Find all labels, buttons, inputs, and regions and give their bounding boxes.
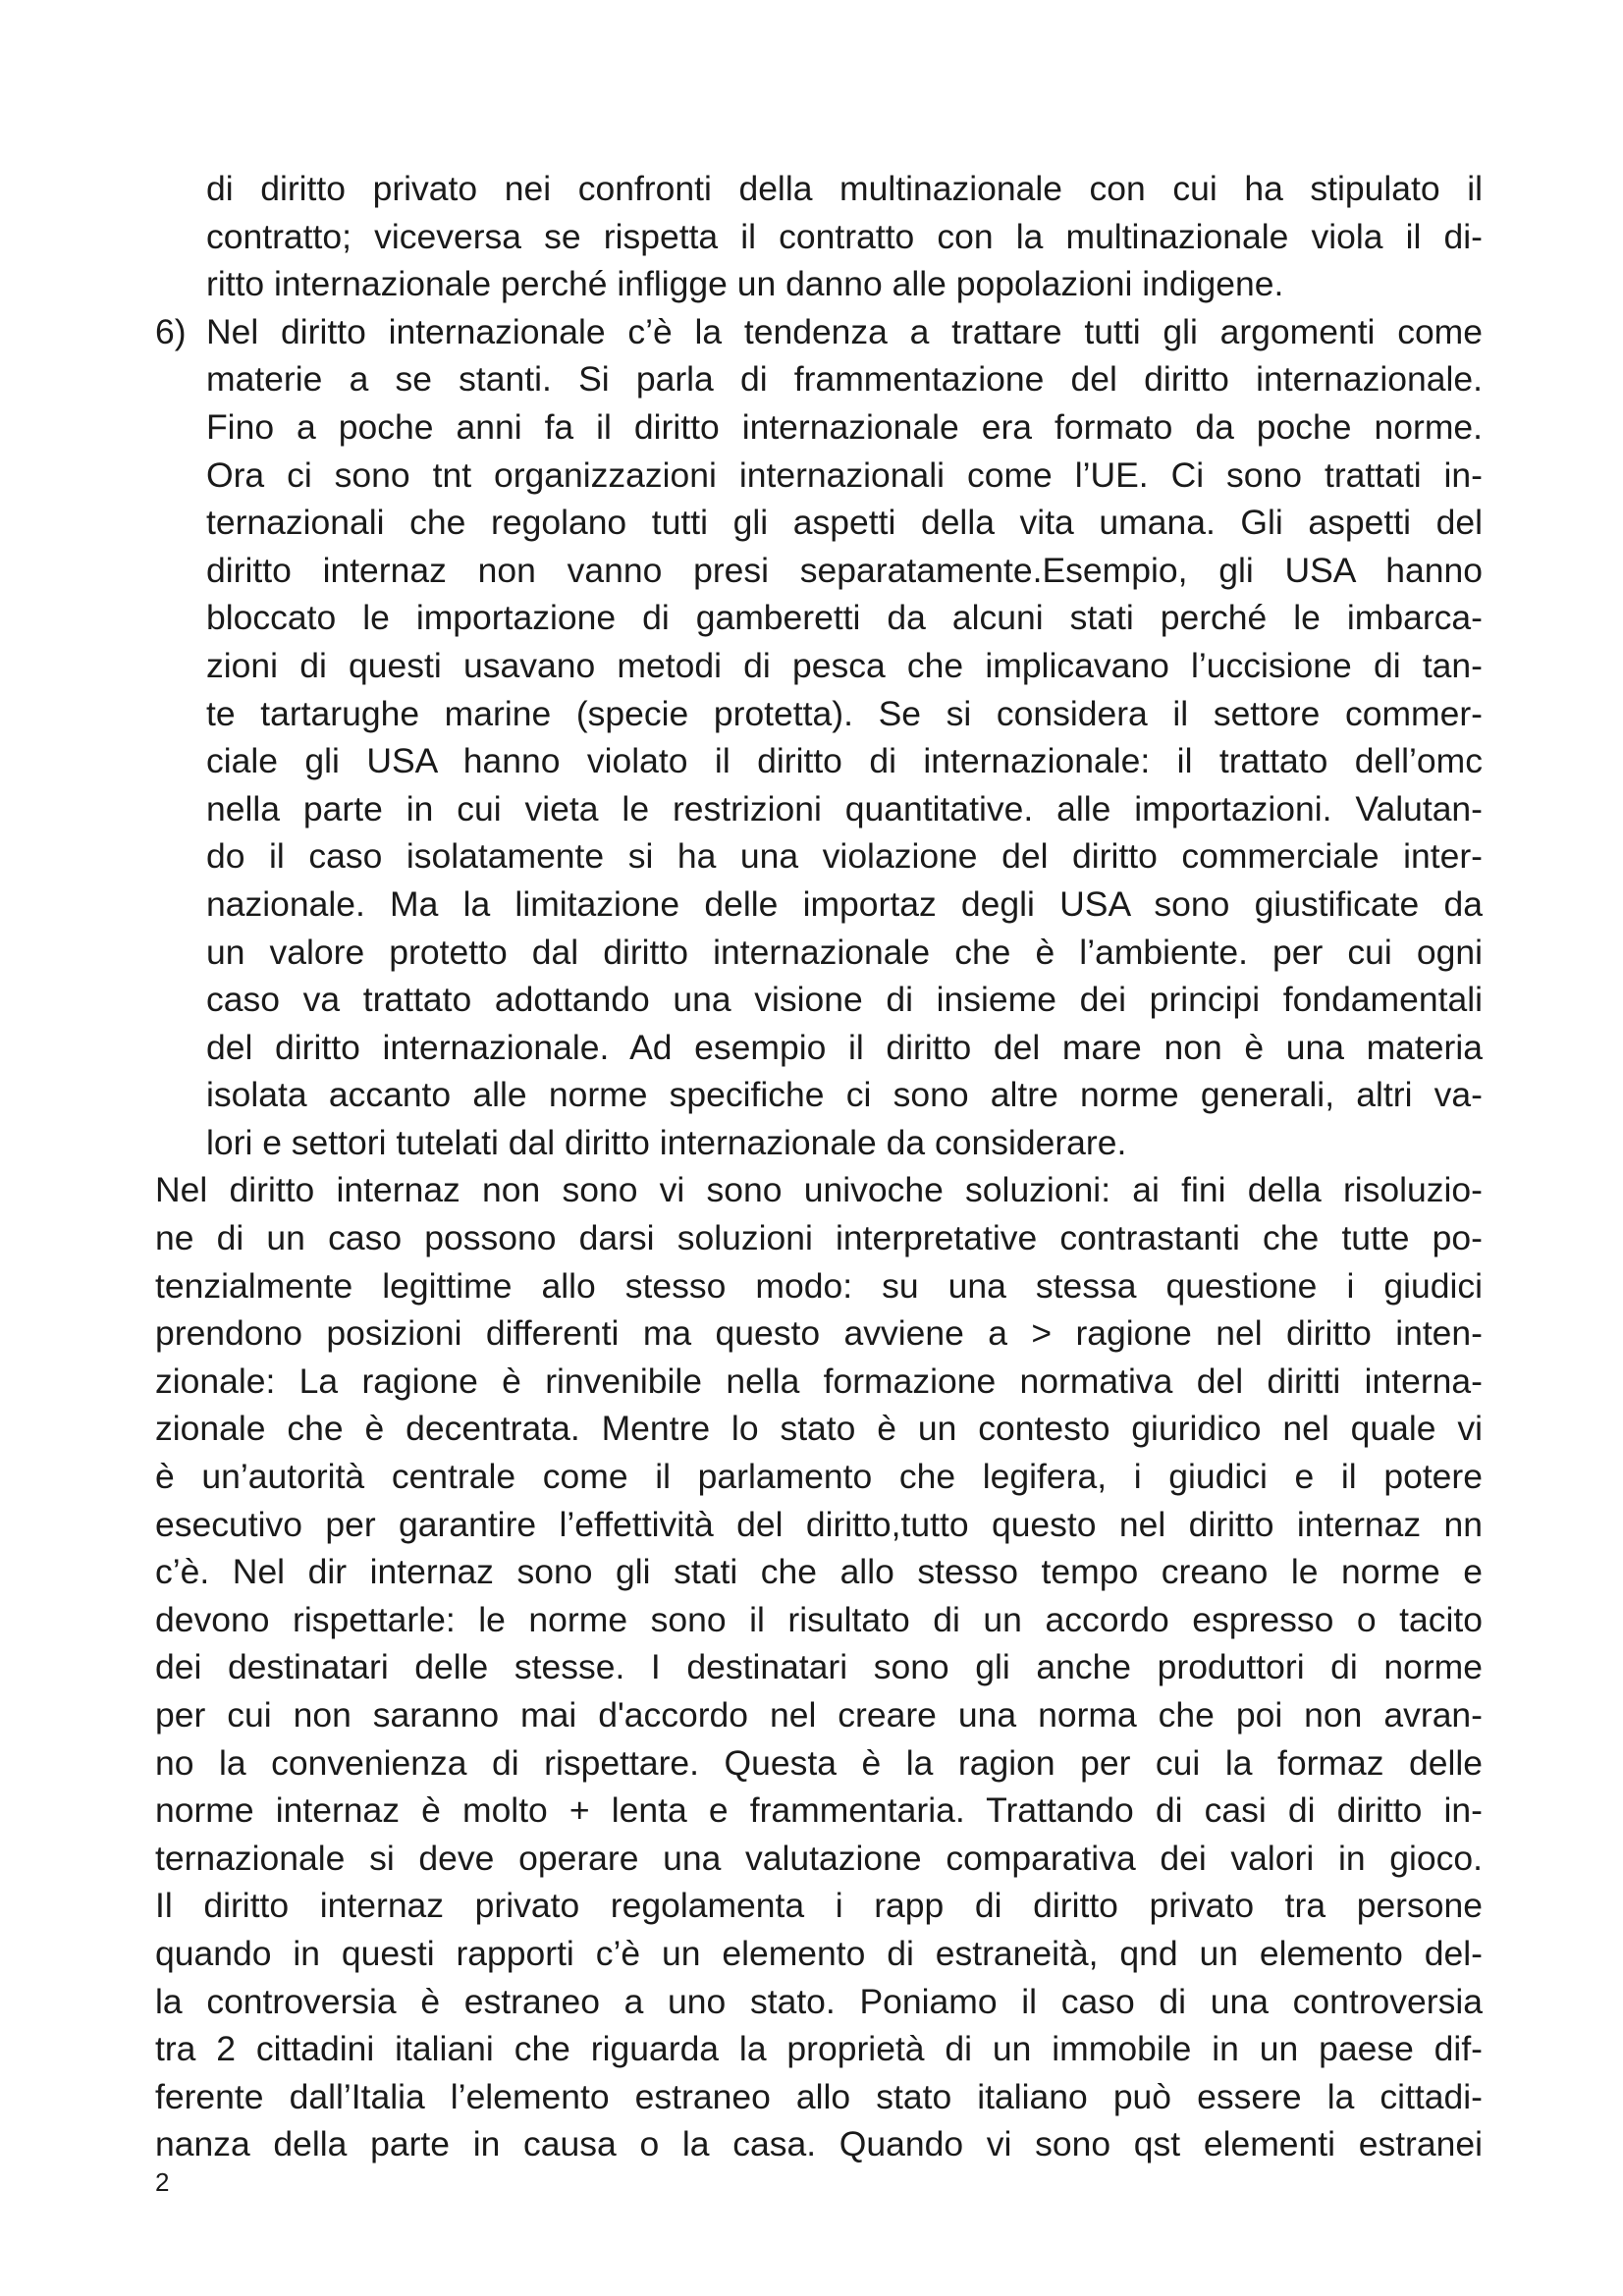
text-line: nanza della parte in causa o la casa. Quando vi sono qst elementi estranei — [155, 2124, 1483, 2164]
text-line: caso va trattato adottando una visione di insieme dei principi fondamentali — [206, 980, 1483, 1020]
text-line: te tartarughe marine (specie protetta). Se si considera il settore commer- — [206, 693, 1483, 733]
text-line: nazionale. Ma la limitazione delle importaz degli USA sono giustificate da — [206, 883, 1483, 924]
body-paragraph — [155, 1166, 1483, 2167]
text-line: dei destinatari delle stesse. I destinatari sono gli anche produttori di norme — [155, 1647, 1483, 1687]
text-line: Ora ci sono tnt organizzazioni internazionali come l’UE. Ci sono trattati in- — [206, 454, 1483, 495]
text-line: ternazionale si deve operare una valutazione comparativa dei valori in gioco. — [155, 1838, 1483, 1878]
text-line: zionale: La ragione è rinvenibile nella formazione normativa del diritti interna- — [155, 1361, 1483, 1401]
text-line: del diritto internazionale. Ad esempio il diritto del mare non è una materia — [206, 1027, 1483, 1067]
text-line: diritto internaz non vanno presi separatamente.Esempio, gli USA hanno — [206, 550, 1483, 590]
continuation-paragraph — [155, 165, 1483, 308]
text-line-content: Nel diritto internazionale c’è la tendenza a trattare tutti gli argomenti come — [206, 311, 1483, 351]
text-line: isolata accanto alle norme specifiche ci sono altre norme generali, altri va- — [206, 1075, 1483, 1115]
text-line: contratto; viceversa se rispetta il contratto con la multinazionale viola il di- — [206, 216, 1483, 256]
text-line: zionale che è decentrata. Mentre lo stato è un contesto giuridico nel quale vi — [155, 1409, 1483, 1449]
page-number: 2 — [155, 2167, 170, 2197]
text-line: prendono posizioni differenti ma questo avviene a > ragione nel diritto inten- — [155, 1313, 1483, 1354]
text-line: lori e settori tutelati dal diritto internazionale da considerare. — [206, 1122, 1127, 1162]
text-line: tra 2 cittadini italiani che riguarda la proprietà di un immobile in un paese dif- — [155, 2029, 1483, 2069]
text-line: ciale gli USA hanno violato il diritto di internazionale: il trattato dell’omc — [206, 741, 1483, 781]
text-line: nella parte in cui vieta le restrizioni quantitative. alle importazioni. Valutan- — [206, 788, 1483, 828]
text-line: la controversia è estraneo a uno stato. Poniamo il caso di una controversia — [155, 1981, 1483, 2021]
text-line: esecutivo per garantire l’effettività del diritto,tutto questo nel diritto internaz nn — [155, 1504, 1483, 1544]
text-line: un valore protetto dal diritto internazionale che è l’ambiente. per cui ogni — [206, 932, 1483, 972]
text-line — [155, 308, 1483, 356]
text-line: norme internaz è molto + lenta e frammentaria. Trattando di casi di diritto in- — [155, 1790, 1483, 1831]
text-line: ne di un caso possono darsi soluzioni interpretative contrastanti che tutte po- — [155, 1218, 1483, 1258]
text-line: materie a se stanti. Si parla di frammentazione del diritto internazionale. — [206, 359, 1483, 400]
text-line: do il caso isolatamente si ha una violazione del diritto commerciale inter- — [206, 836, 1483, 877]
text-line: è un’autorità centrale come il parlamento che legifera, i giudici e il potere — [155, 1457, 1483, 1497]
text-line: ferente dall’Italia l’elemento estraneo allo stato italiano può essere la cittadi- — [155, 2076, 1483, 2116]
list-item-6 — [155, 308, 1483, 1167]
list-item-number: 6) — [155, 311, 187, 351]
text-line: per cui non saranno mai d'accordo nel creare una norma che poi non avran- — [155, 1695, 1483, 1735]
text-line: quando in questi rapporti c’è un elemento di estraneità, qnd un elemento del- — [155, 1933, 1483, 1973]
text-line: ternazionali che regolano tutti gli aspetti della vita umana. Gli aspetti del — [206, 503, 1483, 543]
text-line: zioni di questi usavano metodi di pesca che implicavano l’uccisione di tan- — [206, 645, 1483, 685]
text-body — [155, 165, 1483, 2168]
text-line: Fino a poche anni fa il diritto internazionale era formato da poche norme. — [206, 406, 1483, 447]
text-line: c’è. Nel dir internaz sono gli stati che allo stesso tempo creano le norme e — [155, 1552, 1483, 1592]
text-line: bloccato le importazione di gamberetti da alcuni stati perché le imbarca- — [206, 598, 1483, 638]
text-line: ritto internazionale perché infligge un danno alle popolazioni indigene. — [206, 264, 1284, 304]
text-line: devono rispettarle: le norme sono il risultato di un accordo espresso o tacito — [155, 1599, 1483, 1639]
text-line: di diritto privato nei confronti della multinazionale con cui ha stipulato il — [206, 169, 1483, 208]
text-line: tenzialmente legittime allo stesso modo: su una stessa questione i giudici — [155, 1265, 1483, 1306]
text-line: no la convenienza di rispettare. Questa è la ragion per cui la formaz delle — [155, 1742, 1483, 1783]
text-line: Il diritto internaz privato regolamenta i rapp di diritto privato tra persone — [155, 1886, 1483, 1926]
text-line: Nel diritto internaz non sono vi sono univoche soluzioni: ai fini della risoluzio- — [155, 1170, 1483, 1210]
